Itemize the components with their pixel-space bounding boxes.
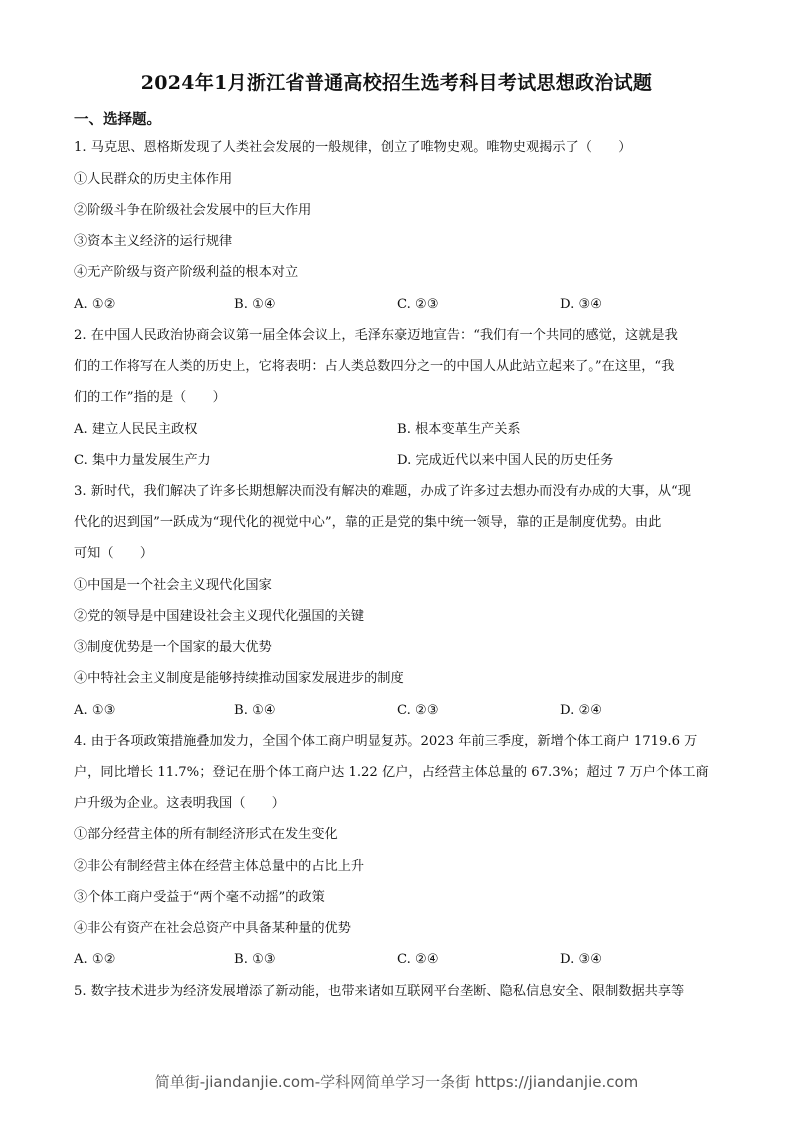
- q2-stem-line-2: 们的工作将写在人类的历史上，它将表明：占人类总数四分之一的中国人从此站立起来了。”在这里，“我: [74, 359, 675, 374]
- q1-item-1: ①人民群众的历史主体作用: [74, 172, 233, 187]
- section-heading: 一、选择题。: [74, 111, 161, 128]
- q4-option-d: D. ③④: [560, 952, 603, 967]
- q4-item-4: ④非公有资产在社会总资产中具备某种量的优势: [74, 921, 351, 936]
- q2-option-a: A. 建立人民民主政权: [74, 422, 198, 437]
- q4-option-b: B. ①③: [234, 952, 276, 967]
- q1-option-a: A. ①②: [74, 297, 116, 312]
- q4-stem-line-2: 户，同比增长 11.7%；登记在册个体工商户达 1.22 亿户，占经营主体总量的 67.3%；超过 7 万户个体工商: [74, 765, 709, 780]
- q1-stem: 1. 马克思、恩格斯发现了人类社会发展的一般规律，创立了唯物史观。唯物史观揭示了（ ）: [74, 140, 632, 155]
- q3-item-4: ④中特社会主义制度是能够持续推动国家发展进步的制度: [74, 671, 404, 686]
- q3-item-3: ③制度优势是一个国家的最大优势: [74, 640, 272, 655]
- q3-option-a: A. ①③: [74, 703, 116, 718]
- q3-stem-line-3: 可知（ ）: [74, 546, 154, 561]
- q3-stem-line-1: 3. 新时代，我们解决了许多长期想解决而没有解决的难题，办成了许多过去想办而没有办成的大事，从“现: [74, 484, 691, 499]
- q1-option-d: D. ③④: [560, 297, 603, 312]
- q4-item-3: ③个体工商户受益于“两个毫不动摇”的政策: [74, 890, 325, 905]
- q4-option-a: A. ①②: [74, 952, 116, 967]
- footer-watermark: 简单街-jiandanjie.com-学科网简单学习一条街 https://jiandanjie.com: [154, 1073, 639, 1091]
- q3-option-d: D. ②④: [560, 703, 603, 718]
- q2-option-d: D. 完成近代以来中国人民的历史任务: [397, 453, 614, 468]
- q3-stem-line-2: 代化的迟到国”一跃成为“现代化的视觉中心”，靠的正是党的集中统一领导，靠的正是制度优势。由此: [74, 515, 662, 530]
- q2-stem-line-3: 们的工作”指的是（ ）: [74, 390, 226, 405]
- q1-item-2: ②阶级斗争在阶级社会发展中的巨大作用: [74, 203, 312, 218]
- q2-option-c: C. 集中力量发展生产力: [74, 453, 211, 468]
- page-title: 2024年1月浙江省普通高校招生选考科目考试思想政治试题: [140, 72, 653, 94]
- q4-item-1: ①部分经营主体的所有制经济形式在发生变化: [74, 827, 338, 842]
- q2-option-b: B. 根本变革生产关系: [397, 422, 521, 437]
- q3-item-1: ①中国是一个社会主义现代化国家: [74, 578, 272, 593]
- q1-item-3: ③资本主义经济的运行规律: [74, 234, 233, 249]
- q1-item-4: ④无产阶级与资产阶级利益的根本对立: [74, 265, 299, 280]
- q5-stem-line-1: 5. 数字技术进步为经济发展增添了新动能，也带来诸如互联网平台垄断、隐私信息安全、限制数据共享等: [74, 984, 685, 999]
- q3-option-b: B. ①④: [234, 703, 276, 718]
- q1-option-c: C. ②③: [397, 297, 439, 312]
- q4-stem-line-1: 4. 由于各项政策措施叠加发力，全国个体工商户明显复苏。2023 年前三季度，新增个体工商户 1719.6 万: [74, 734, 698, 749]
- q4-item-2: ②非公有制经营主体在经营主体总量中的占比上升: [74, 859, 365, 874]
- q4-option-c: C. ②④: [397, 952, 439, 967]
- q4-stem-line-3: 户升级为企业。这表明我国（ ）: [74, 796, 285, 811]
- q1-option-b: B. ①④: [234, 297, 276, 312]
- q2-stem-line-1: 2. 在中国人民政治协商会议第一届全体会议上，毛泽东豪迈地宣告：“我们有一个共同的感觉，这就是我: [74, 328, 678, 343]
- q3-item-2: ②党的领导是中国建设社会主义现代化强国的关键: [74, 609, 365, 624]
- q3-option-c: C. ②③: [397, 703, 439, 718]
